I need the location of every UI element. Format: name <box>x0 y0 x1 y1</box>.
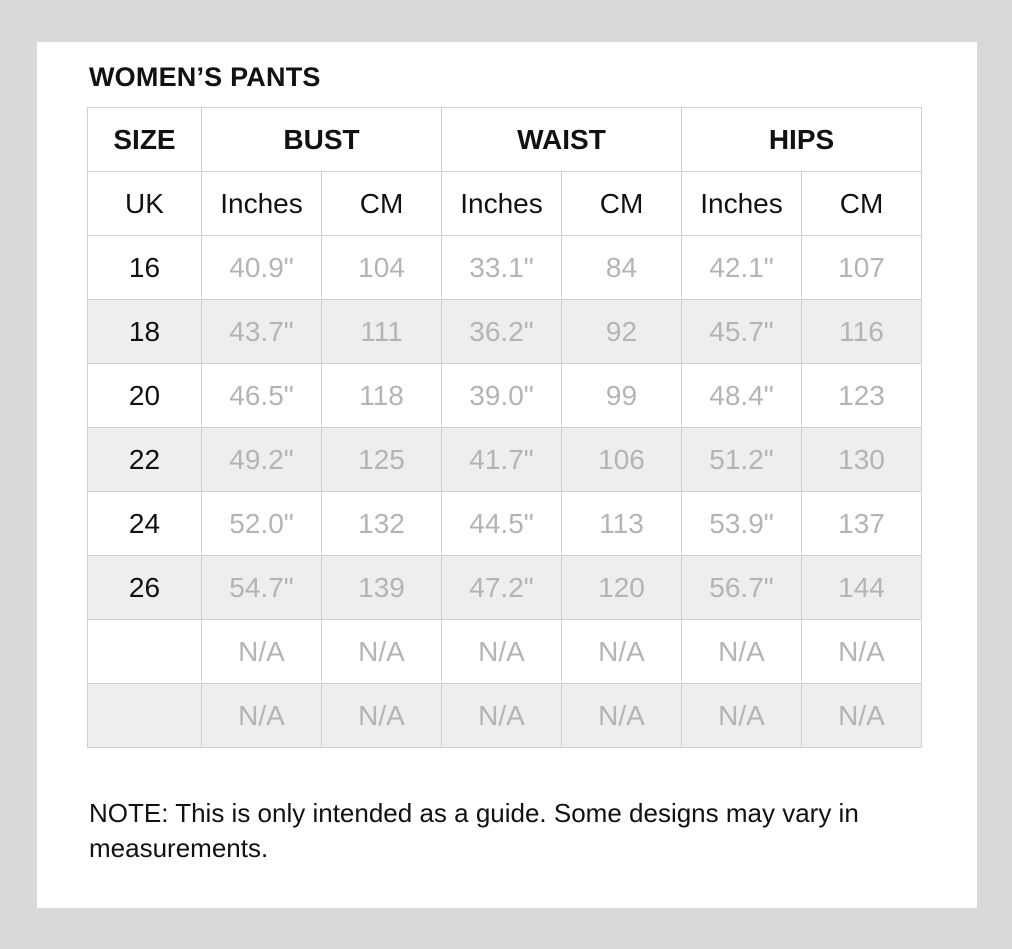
size-guide-card <box>37 42 977 908</box>
cell-waist-cm: 120 <box>562 556 682 620</box>
cell-size <box>88 620 202 684</box>
cell-waist-in: N/A <box>442 620 562 684</box>
chart-title: WOMEN’S PANTS <box>89 62 321 92</box>
cell-hips-cm: 137 <box>802 492 922 556</box>
cell-waist-cm: 106 <box>562 428 682 492</box>
cell-hips-cm: N/A <box>802 620 922 684</box>
cell-size <box>88 684 202 748</box>
cell-waist-in: 41.7" <box>442 428 562 492</box>
table-row <box>88 620 922 684</box>
table-row <box>88 684 922 748</box>
table-row <box>88 236 922 300</box>
cell-hips-cm: 123 <box>802 364 922 428</box>
cell-bust-in: N/A <box>202 684 322 748</box>
cell-hips-cm: 116 <box>802 300 922 364</box>
cell-waist-cm: 113 <box>562 492 682 556</box>
subheader-waist-cm: CM <box>562 172 682 236</box>
cell-bust-in: 40.9" <box>202 236 322 300</box>
cell-size: 18 <box>88 300 202 364</box>
header-row <box>88 108 922 172</box>
cell-waist-cm: 99 <box>562 364 682 428</box>
cell-size: 16 <box>88 236 202 300</box>
cell-hips-in: 53.9" <box>682 492 802 556</box>
cell-waist-cm: N/A <box>562 684 682 748</box>
guide-note: NOTE: This is only intended as a guide. Some designs may vary in measurements. <box>89 798 859 863</box>
cell-bust-in: 54.7" <box>202 556 322 620</box>
cell-waist-in: N/A <box>442 684 562 748</box>
header-hips: HIPS <box>682 108 922 172</box>
cell-bust-cm: N/A <box>322 684 442 748</box>
cell-hips-cm: 130 <box>802 428 922 492</box>
cell-bust-cm: N/A <box>322 620 442 684</box>
cell-bust-in: N/A <box>202 620 322 684</box>
cell-hips-cm: 107 <box>802 236 922 300</box>
subheader-waist-inches: Inches <box>442 172 562 236</box>
cell-bust-in: 49.2" <box>202 428 322 492</box>
cell-bust-cm: 125 <box>322 428 442 492</box>
cell-waist-in: 39.0" <box>442 364 562 428</box>
subheader-bust-inches: Inches <box>202 172 322 236</box>
cell-bust-in: 43.7" <box>202 300 322 364</box>
cell-waist-in: 47.2" <box>442 556 562 620</box>
cell-bust-cm: 118 <box>322 364 442 428</box>
cell-size: 24 <box>88 492 202 556</box>
cell-bust-in: 46.5" <box>202 364 322 428</box>
cell-hips-in: 51.2" <box>682 428 802 492</box>
header-bust: BUST <box>202 108 442 172</box>
table-row <box>88 300 922 364</box>
table-row <box>88 428 922 492</box>
cell-waist-in: 36.2" <box>442 300 562 364</box>
cell-hips-in: 48.4" <box>682 364 802 428</box>
header-size: SIZE <box>88 108 202 172</box>
subheader-size: UK <box>88 172 202 236</box>
cell-bust-in: 52.0" <box>202 492 322 556</box>
cell-size: 22 <box>88 428 202 492</box>
cell-bust-cm: 132 <box>322 492 442 556</box>
cell-hips-cm: 144 <box>802 556 922 620</box>
cell-waist-in: 44.5" <box>442 492 562 556</box>
cell-waist-cm: 92 <box>562 300 682 364</box>
cell-hips-cm: N/A <box>802 684 922 748</box>
subheader-bust-cm: CM <box>322 172 442 236</box>
cell-hips-in: N/A <box>682 620 802 684</box>
table-row <box>88 492 922 556</box>
header-waist: WAIST <box>442 108 682 172</box>
cell-hips-in: 45.7" <box>682 300 802 364</box>
cell-hips-in: 42.1" <box>682 236 802 300</box>
cell-bust-cm: 111 <box>322 300 442 364</box>
size-table <box>87 107 922 748</box>
cell-waist-in: 33.1" <box>442 236 562 300</box>
cell-bust-cm: 139 <box>322 556 442 620</box>
cell-bust-cm: 104 <box>322 236 442 300</box>
cell-waist-cm: N/A <box>562 620 682 684</box>
cell-waist-cm: 84 <box>562 236 682 300</box>
cell-hips-in: 56.7" <box>682 556 802 620</box>
subheader-hips-inches: Inches <box>682 172 802 236</box>
cell-hips-in: N/A <box>682 684 802 748</box>
subheader-row <box>88 172 922 236</box>
subheader-hips-cm: CM <box>802 172 922 236</box>
cell-size: 20 <box>88 364 202 428</box>
cell-size: 26 <box>88 556 202 620</box>
table-row <box>88 364 922 428</box>
table-row <box>88 556 922 620</box>
